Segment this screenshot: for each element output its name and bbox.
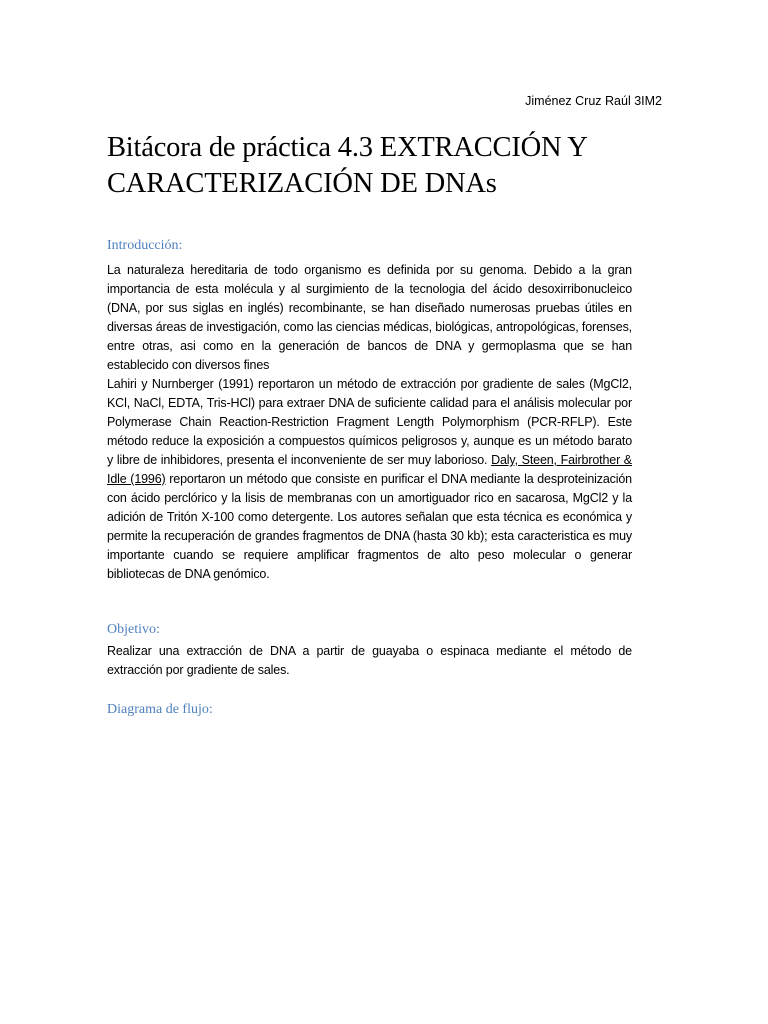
objective-body	[107, 642, 632, 680]
objective-heading: Objetivo:	[107, 622, 160, 637]
document-title: Bitácora de práctica 4.3 EXTRACCIÓN Y CARACTERIZACIÓN DE DNAs	[107, 132, 587, 199]
introduction-paragraph-2-start: Lahiri y Nurnberger (1991) reportaron un método de extracción por gradiente de sales (MgCl2, KCl, NaCl, EDTA, Tris-HCl) para extraer DNA de suficiente calidad para el análisis molecular por Polymerase Chain Reaction-Restriction Fragment Length Polymorphism (PCR-RFLP). Este método reduce la exposición a compuestos químicos peligrosos y, aunque es un método barato y libre de inhibidores, presenta el inconveniente de ser muy laborioso.	[107, 377, 632, 467]
citation-link[interactable]: Daly, Steen, Fairbrother & Idle (1996)	[107, 453, 632, 486]
flow-diagram-heading: Diagrama de flujo:	[107, 702, 213, 717]
author-line: Jiménez Cruz Raúl 3IM2	[525, 94, 662, 108]
introduction-body	[107, 261, 632, 584]
introduction-heading: Introducción:	[107, 238, 183, 253]
objective-paragraph: Realizar una extracción de DNA a partir de guayaba o espinaca mediante el método de extracción por gradiente de sales.	[107, 644, 632, 677]
introduction-paragraph-1: La naturaleza hereditaria de todo organismo es definida por su genoma. Debido a la gran importancia de esta molécula y al surgimiento de la tecnologia del ácido desoxirribonucleico (DNA, por sus siglas en inglés) recombinante, se han diseñado numerosas pruebas útiles en diversas áreas de investigación, como las ciencias médicas, biológicas, antropológicas, forenses, entre otras, asi como en la generación de bancos de DNA y germoplasma que se han establecido con diversos fines	[107, 263, 632, 372]
introduction-paragraph-2-end: reportaron un método que consiste en purificar el DNA mediante la desproteinización con ácido perclórico y la lisis de membranas con un amortiguador rico en sacarosa, MgCl2 y la adición de Tritón X-100 como detergente. Los autores señalan que esta técnica es económica y permite la recuperación de grandes fragmentos de DNA (hasta 30 kb); esta caracteristica es muy importante cuando se requiere amplificar fragmentos de alto peso molecular o generar bibliotecas de DNA genómico.	[107, 472, 632, 581]
introduction-paragraph-2	[107, 375, 632, 584]
